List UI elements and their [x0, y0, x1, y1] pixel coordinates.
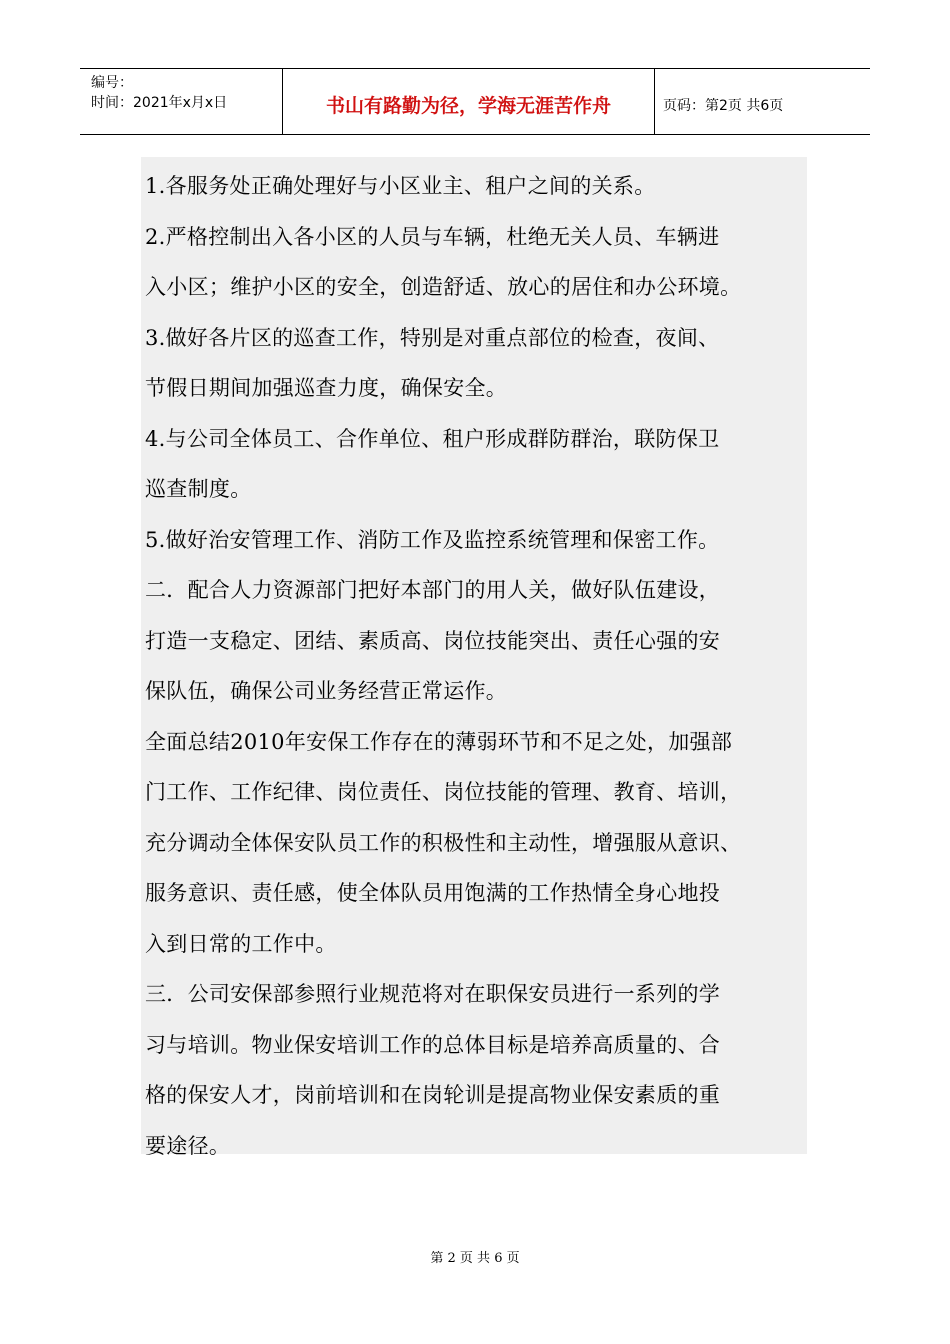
document-date-label: 时间：2021年x月x日 — [91, 95, 228, 111]
document-number-label: 编号： — [91, 75, 133, 91]
body-line: 二．配合人力资源部门把好本部门的用人关，做好队伍建设， — [145, 578, 721, 602]
body-line: 打造一支稳定、团结、素质高、岗位技能突出、责任心强的安 — [145, 628, 721, 653]
body-line: 4.与公司全体员工、合作单位、租户形成群防群治，联防保卫 — [145, 426, 720, 451]
body-line: 全面总结2010年安保工作存在的薄弱环节和不足之处，加强部 — [145, 729, 733, 754]
body-line: 5.做好治安管理工作、消防工作及监控系统管理和保密工作。 — [145, 527, 720, 552]
header-meta — [80, 69, 283, 134]
header-page-info: 页码：第2页 共6页 — [663, 97, 784, 114]
body-line: 门工作、工作纪律、岗位责任、岗位技能的管理、教育、培训， — [145, 780, 742, 804]
page-footer: 第 2 页 共 6 页 — [430, 1251, 520, 1266]
body-line: 保队伍，确保公司业务经营正常运作。 — [145, 679, 508, 703]
body-line: 1.各服务处正确处理好与小区业主、租户之间的关系。 — [145, 174, 656, 198]
document-header — [80, 68, 870, 135]
body-line: 入小区；维护小区的安全，创造舒适、放心的居住和办公环境。 — [145, 275, 742, 299]
body-line: 格的保安人才，岗前培训和在岗轮训是提高物业保安素质的重 — [145, 1083, 721, 1107]
body-line: 服务意识、责任感，使全体队员用饱满的工作热情全身心地投 — [145, 881, 721, 905]
body-line: 习与培训。物业保安培训工作的总体目标是培养高质量的、合 — [145, 1032, 721, 1057]
body-line: 3.做好各片区的巡查工作，特别是对重点部位的检查，夜间、 — [145, 325, 720, 350]
body-line: 2.严格控制出入各小区的人员与车辆，杜绝无关人员、车辆进 — [145, 224, 720, 249]
body-line: 入到日常的工作中。 — [145, 931, 337, 956]
body-line: 巡查制度。 — [145, 477, 252, 501]
body-line: 要途径。 — [145, 1133, 231, 1158]
body-line: 充分调动全体保安队员工作的积极性和主动性，增强服从意识、 — [145, 830, 742, 855]
body-line: 节假日期间加强巡查力度，确保安全。 — [145, 376, 508, 400]
document-body — [141, 157, 807, 1158]
header-motto: 书山有路勤为径，学海无涯苦作舟 — [283, 69, 655, 134]
body-line: 三．公司安保部参照行业规范将对在职保安员进行一系列的学 — [145, 982, 721, 1006]
